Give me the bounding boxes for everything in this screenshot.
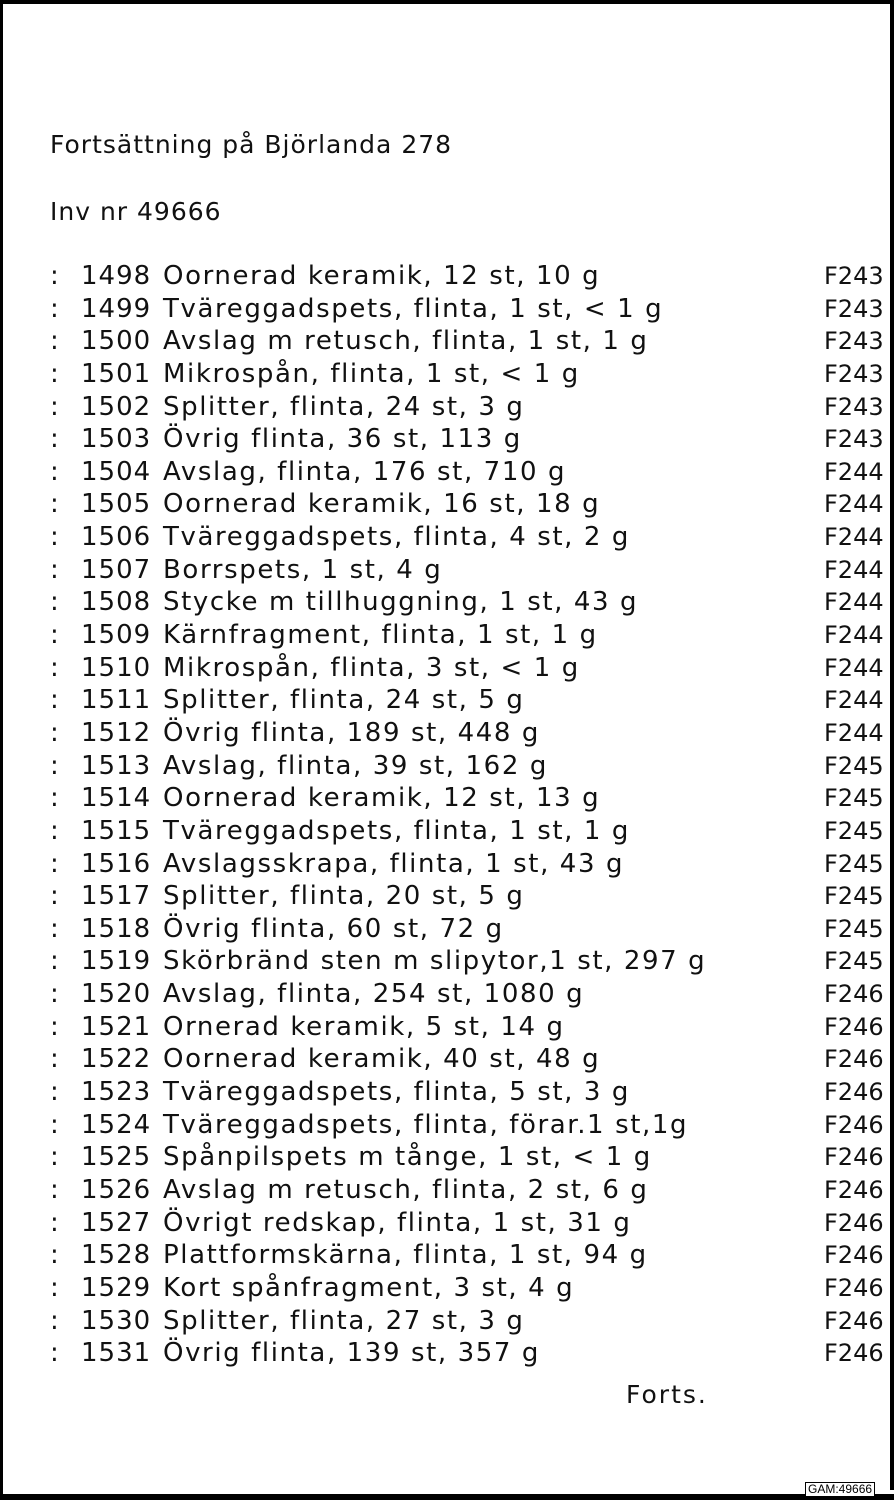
entry-separator: : bbox=[50, 913, 59, 944]
list-item bbox=[50, 619, 890, 652]
entry-find-code: F246 bbox=[824, 1078, 884, 1107]
list-item bbox=[50, 848, 890, 881]
entry-separator: : bbox=[50, 358, 59, 389]
entry-number: 1520 bbox=[81, 979, 152, 1010]
list-item bbox=[50, 945, 890, 978]
entry-description: Borrspets, 1 st, 4 g bbox=[163, 554, 443, 585]
entry-number: 1501 bbox=[81, 358, 152, 389]
entry-description: Mikrospån, flinta, 3 st, < 1 g bbox=[163, 652, 580, 683]
entry-find-code: F246 bbox=[824, 1110, 884, 1139]
entry-separator: : bbox=[50, 1109, 59, 1140]
entry-description: Avslag m retusch, flinta, 1 st, 1 g bbox=[163, 326, 649, 357]
list-item bbox=[50, 391, 890, 424]
list-item bbox=[50, 1076, 890, 1109]
list-item bbox=[50, 684, 890, 717]
entry-description: Ornerad keramik, 5 st, 14 g bbox=[163, 1011, 565, 1042]
list-item bbox=[50, 293, 890, 326]
entry-description: Stycke m tillhuggning, 1 st, 43 g bbox=[163, 587, 639, 618]
entry-find-code: F244 bbox=[824, 523, 884, 552]
entry-number: 1515 bbox=[81, 815, 152, 846]
entry-description: Övrig flinta, 189 st, 448 g bbox=[163, 717, 541, 748]
list-item bbox=[50, 1109, 890, 1142]
entry-number: 1522 bbox=[81, 1044, 152, 1075]
entry-description: Övrig flinta, 36 st, 113 g bbox=[163, 424, 522, 455]
entry-description: Tväreggadspets, flinta, 5 st, 3 g bbox=[163, 1077, 630, 1108]
entry-find-code: F244 bbox=[824, 621, 884, 650]
entry-number: 1521 bbox=[81, 1011, 152, 1042]
list-item bbox=[50, 423, 890, 456]
entry-separator: : bbox=[50, 1272, 59, 1303]
entry-separator: : bbox=[50, 1240, 59, 1271]
entry-number: 1527 bbox=[81, 1207, 152, 1238]
entry-find-code: F243 bbox=[824, 359, 884, 388]
entry-description: Oornerad keramik, 16 st, 18 g bbox=[163, 489, 601, 520]
list-item bbox=[50, 1337, 890, 1370]
entry-find-code: F244 bbox=[824, 555, 884, 584]
entry-find-code: F245 bbox=[824, 914, 884, 943]
entry-number: 1506 bbox=[81, 522, 152, 553]
entry-find-code: F246 bbox=[824, 1045, 884, 1074]
entry-find-code: F244 bbox=[824, 457, 884, 486]
entry-description: Avslag, flinta, 254 st, 1080 g bbox=[163, 979, 585, 1010]
entry-description: Kort spånfragment, 3 st, 4 g bbox=[163, 1272, 575, 1303]
entry-separator: : bbox=[50, 717, 59, 748]
list-item bbox=[50, 1207, 890, 1240]
entry-separator: : bbox=[50, 1077, 59, 1108]
entry-find-code: F245 bbox=[824, 751, 884, 780]
entry-separator: : bbox=[50, 391, 59, 422]
entry-description: Spånpilspets m tånge, 1 st, < 1 g bbox=[163, 1142, 652, 1173]
entry-description: Oornerad keramik, 12 st, 13 g bbox=[163, 783, 601, 814]
list-item bbox=[50, 652, 890, 685]
entry-find-code: F246 bbox=[824, 1143, 884, 1172]
entry-description: Övrig flinta, 60 st, 72 g bbox=[163, 913, 504, 944]
entry-find-code: F246 bbox=[824, 1208, 884, 1237]
entry-separator: : bbox=[50, 652, 59, 683]
entry-number: 1498 bbox=[81, 261, 152, 291]
list-item bbox=[50, 913, 890, 946]
entry-number: 1531 bbox=[81, 1338, 152, 1369]
entry-description: Avslag m retusch, flinta, 2 st, 6 g bbox=[163, 1174, 649, 1205]
entry-number: 1508 bbox=[81, 587, 152, 618]
entry-number: 1502 bbox=[81, 391, 152, 422]
entry-description: Avslag, flinta, 39 st, 162 g bbox=[163, 750, 548, 781]
entry-description: Övrigt redskap, flinta, 1 st, 31 g bbox=[163, 1207, 632, 1238]
entry-description: Kärnfragment, flinta, 1 st, 1 g bbox=[163, 620, 598, 651]
list-item bbox=[50, 325, 890, 358]
entry-description: Splitter, flinta, 20 st, 5 g bbox=[163, 881, 525, 912]
list-item bbox=[50, 750, 890, 783]
entry-description: Tväreggadspets, flinta, förar.1 st,1g bbox=[163, 1109, 689, 1140]
list-item bbox=[50, 1174, 890, 1207]
entry-description: Tväreggadspets, flinta, 4 st, 2 g bbox=[163, 522, 630, 553]
entry-find-code: F243 bbox=[824, 392, 884, 421]
entry-find-code: F243 bbox=[824, 262, 884, 290]
list-item bbox=[50, 358, 890, 391]
entry-number: 1524 bbox=[81, 1109, 152, 1140]
entry-separator: : bbox=[50, 783, 59, 814]
entry-separator: : bbox=[50, 848, 59, 879]
entry-number: 1512 bbox=[81, 717, 152, 748]
list-item bbox=[50, 717, 890, 750]
entry-list bbox=[50, 260, 890, 1370]
entry-description: Splitter, flinta, 24 st, 3 g bbox=[163, 391, 525, 422]
entry-number: 1511 bbox=[81, 685, 152, 716]
entry-number: 1525 bbox=[81, 1142, 152, 1173]
entry-separator: : bbox=[50, 1044, 59, 1075]
entry-find-code: F246 bbox=[824, 1012, 884, 1041]
entry-find-code: F246 bbox=[824, 980, 884, 1009]
list-item bbox=[50, 488, 890, 521]
entry-separator: : bbox=[50, 620, 59, 651]
entry-description: Tväreggadspets, flinta, 1 st, < 1 g bbox=[163, 293, 664, 324]
entry-separator: : bbox=[50, 881, 59, 912]
entry-description: Avslag, flinta, 176 st, 710 g bbox=[163, 456, 567, 487]
page-title: Fortsättning på Björlanda 278 bbox=[50, 130, 453, 159]
list-item bbox=[50, 1305, 890, 1338]
entry-number: 1523 bbox=[81, 1077, 152, 1108]
entry-separator: : bbox=[50, 1338, 59, 1369]
entry-separator: : bbox=[50, 1011, 59, 1042]
entry-find-code: F243 bbox=[824, 294, 884, 323]
entry-number: 1528 bbox=[81, 1240, 152, 1271]
entry-separator: : bbox=[50, 750, 59, 781]
list-item bbox=[50, 521, 890, 554]
entry-find-code: F245 bbox=[824, 882, 884, 911]
entry-number: 1518 bbox=[81, 913, 152, 944]
list-item bbox=[50, 782, 890, 815]
entry-separator: : bbox=[50, 522, 59, 553]
entry-number: 1510 bbox=[81, 652, 152, 683]
list-item bbox=[50, 456, 890, 489]
entry-description: Övrig flinta, 139 st, 357 g bbox=[163, 1338, 541, 1369]
list-item bbox=[50, 880, 890, 913]
entry-find-code: F246 bbox=[824, 1175, 884, 1204]
entry-find-code: F245 bbox=[824, 784, 884, 813]
entry-separator: : bbox=[50, 1305, 59, 1336]
list-item bbox=[50, 260, 890, 293]
entry-separator: : bbox=[50, 554, 59, 585]
entry-description: Skörbränd sten m slipytor,1 st, 297 g bbox=[163, 946, 707, 977]
list-item bbox=[50, 1272, 890, 1305]
entry-description: Plattformskärna, flinta, 1 st, 94 g bbox=[163, 1240, 648, 1271]
entry-find-code: F244 bbox=[824, 653, 884, 682]
entry-separator: : bbox=[50, 946, 59, 977]
entry-find-code: F245 bbox=[824, 849, 884, 878]
list-item bbox=[50, 554, 890, 587]
entry-description: Oornerad keramik, 12 st, 10 g bbox=[163, 261, 601, 291]
entry-number: 1517 bbox=[81, 881, 152, 912]
entry-number: 1526 bbox=[81, 1174, 152, 1205]
entry-separator: : bbox=[50, 979, 59, 1010]
entry-description: Splitter, flinta, 27 st, 3 g bbox=[163, 1305, 525, 1336]
entry-separator: : bbox=[50, 587, 59, 618]
entry-separator: : bbox=[50, 1174, 59, 1205]
entry-find-code: F243 bbox=[824, 327, 884, 356]
entry-number: 1503 bbox=[81, 424, 152, 455]
scan-border-left bbox=[0, 0, 3, 1500]
entry-separator: : bbox=[50, 1142, 59, 1173]
list-item bbox=[50, 1239, 890, 1272]
list-item bbox=[50, 1011, 890, 1044]
entry-number: 1504 bbox=[81, 456, 152, 487]
entry-separator: : bbox=[50, 456, 59, 487]
continued-note: Forts. bbox=[626, 1380, 708, 1409]
entry-find-code: F243 bbox=[824, 425, 884, 454]
entry-description: Oornerad keramik, 40 st, 48 g bbox=[163, 1044, 601, 1075]
entry-separator: : bbox=[50, 489, 59, 520]
entry-separator: : bbox=[50, 815, 59, 846]
entry-number: 1519 bbox=[81, 946, 152, 977]
entry-separator: : bbox=[50, 424, 59, 455]
entry-find-code: F244 bbox=[824, 588, 884, 617]
entry-find-code: F244 bbox=[824, 718, 884, 747]
entry-find-code: F244 bbox=[824, 490, 884, 519]
entry-description: Avslagsskrapa, flinta, 1 st, 43 g bbox=[163, 848, 625, 879]
entry-find-code: F245 bbox=[824, 947, 884, 976]
entry-number: 1530 bbox=[81, 1305, 152, 1336]
entry-find-code: F245 bbox=[824, 816, 884, 845]
entry-description: Tväreggadspets, flinta, 1 st, 1 g bbox=[163, 815, 630, 846]
entry-number: 1516 bbox=[81, 848, 152, 879]
scan-border-top bbox=[0, 0, 894, 4]
inventory-number: Inv nr 49666 bbox=[50, 197, 222, 226]
entry-number: 1509 bbox=[81, 620, 152, 651]
entry-find-code: F246 bbox=[824, 1306, 884, 1335]
entry-number: 1500 bbox=[81, 326, 152, 357]
entry-find-code: F246 bbox=[824, 1241, 884, 1270]
entry-number: 1507 bbox=[81, 554, 152, 585]
entry-description: Splitter, flinta, 24 st, 5 g bbox=[163, 685, 525, 716]
list-item bbox=[50, 586, 890, 619]
entry-number: 1529 bbox=[81, 1272, 152, 1303]
entry-number: 1514 bbox=[81, 783, 152, 814]
scan-border-bottom bbox=[0, 1494, 894, 1500]
entry-separator: : bbox=[50, 326, 59, 357]
entry-find-code: F244 bbox=[824, 686, 884, 715]
entry-separator: : bbox=[50, 293, 59, 324]
list-item bbox=[50, 815, 890, 848]
archive-stamp: GAM:49666 bbox=[805, 1482, 875, 1497]
entry-number: 1505 bbox=[81, 489, 152, 520]
scan-border-right bbox=[890, 0, 894, 1490]
entry-separator: : bbox=[50, 1207, 59, 1238]
entry-separator: : bbox=[50, 685, 59, 716]
entry-separator: : bbox=[50, 261, 59, 291]
entry-number: 1499 bbox=[81, 293, 152, 324]
entry-find-code: F246 bbox=[824, 1339, 884, 1368]
list-item bbox=[50, 1141, 890, 1174]
list-item bbox=[50, 1043, 890, 1076]
entry-number: 1513 bbox=[81, 750, 152, 781]
entry-find-code: F246 bbox=[824, 1273, 884, 1302]
list-item bbox=[50, 978, 890, 1011]
entry-description: Mikrospån, flinta, 1 st, < 1 g bbox=[163, 358, 580, 389]
